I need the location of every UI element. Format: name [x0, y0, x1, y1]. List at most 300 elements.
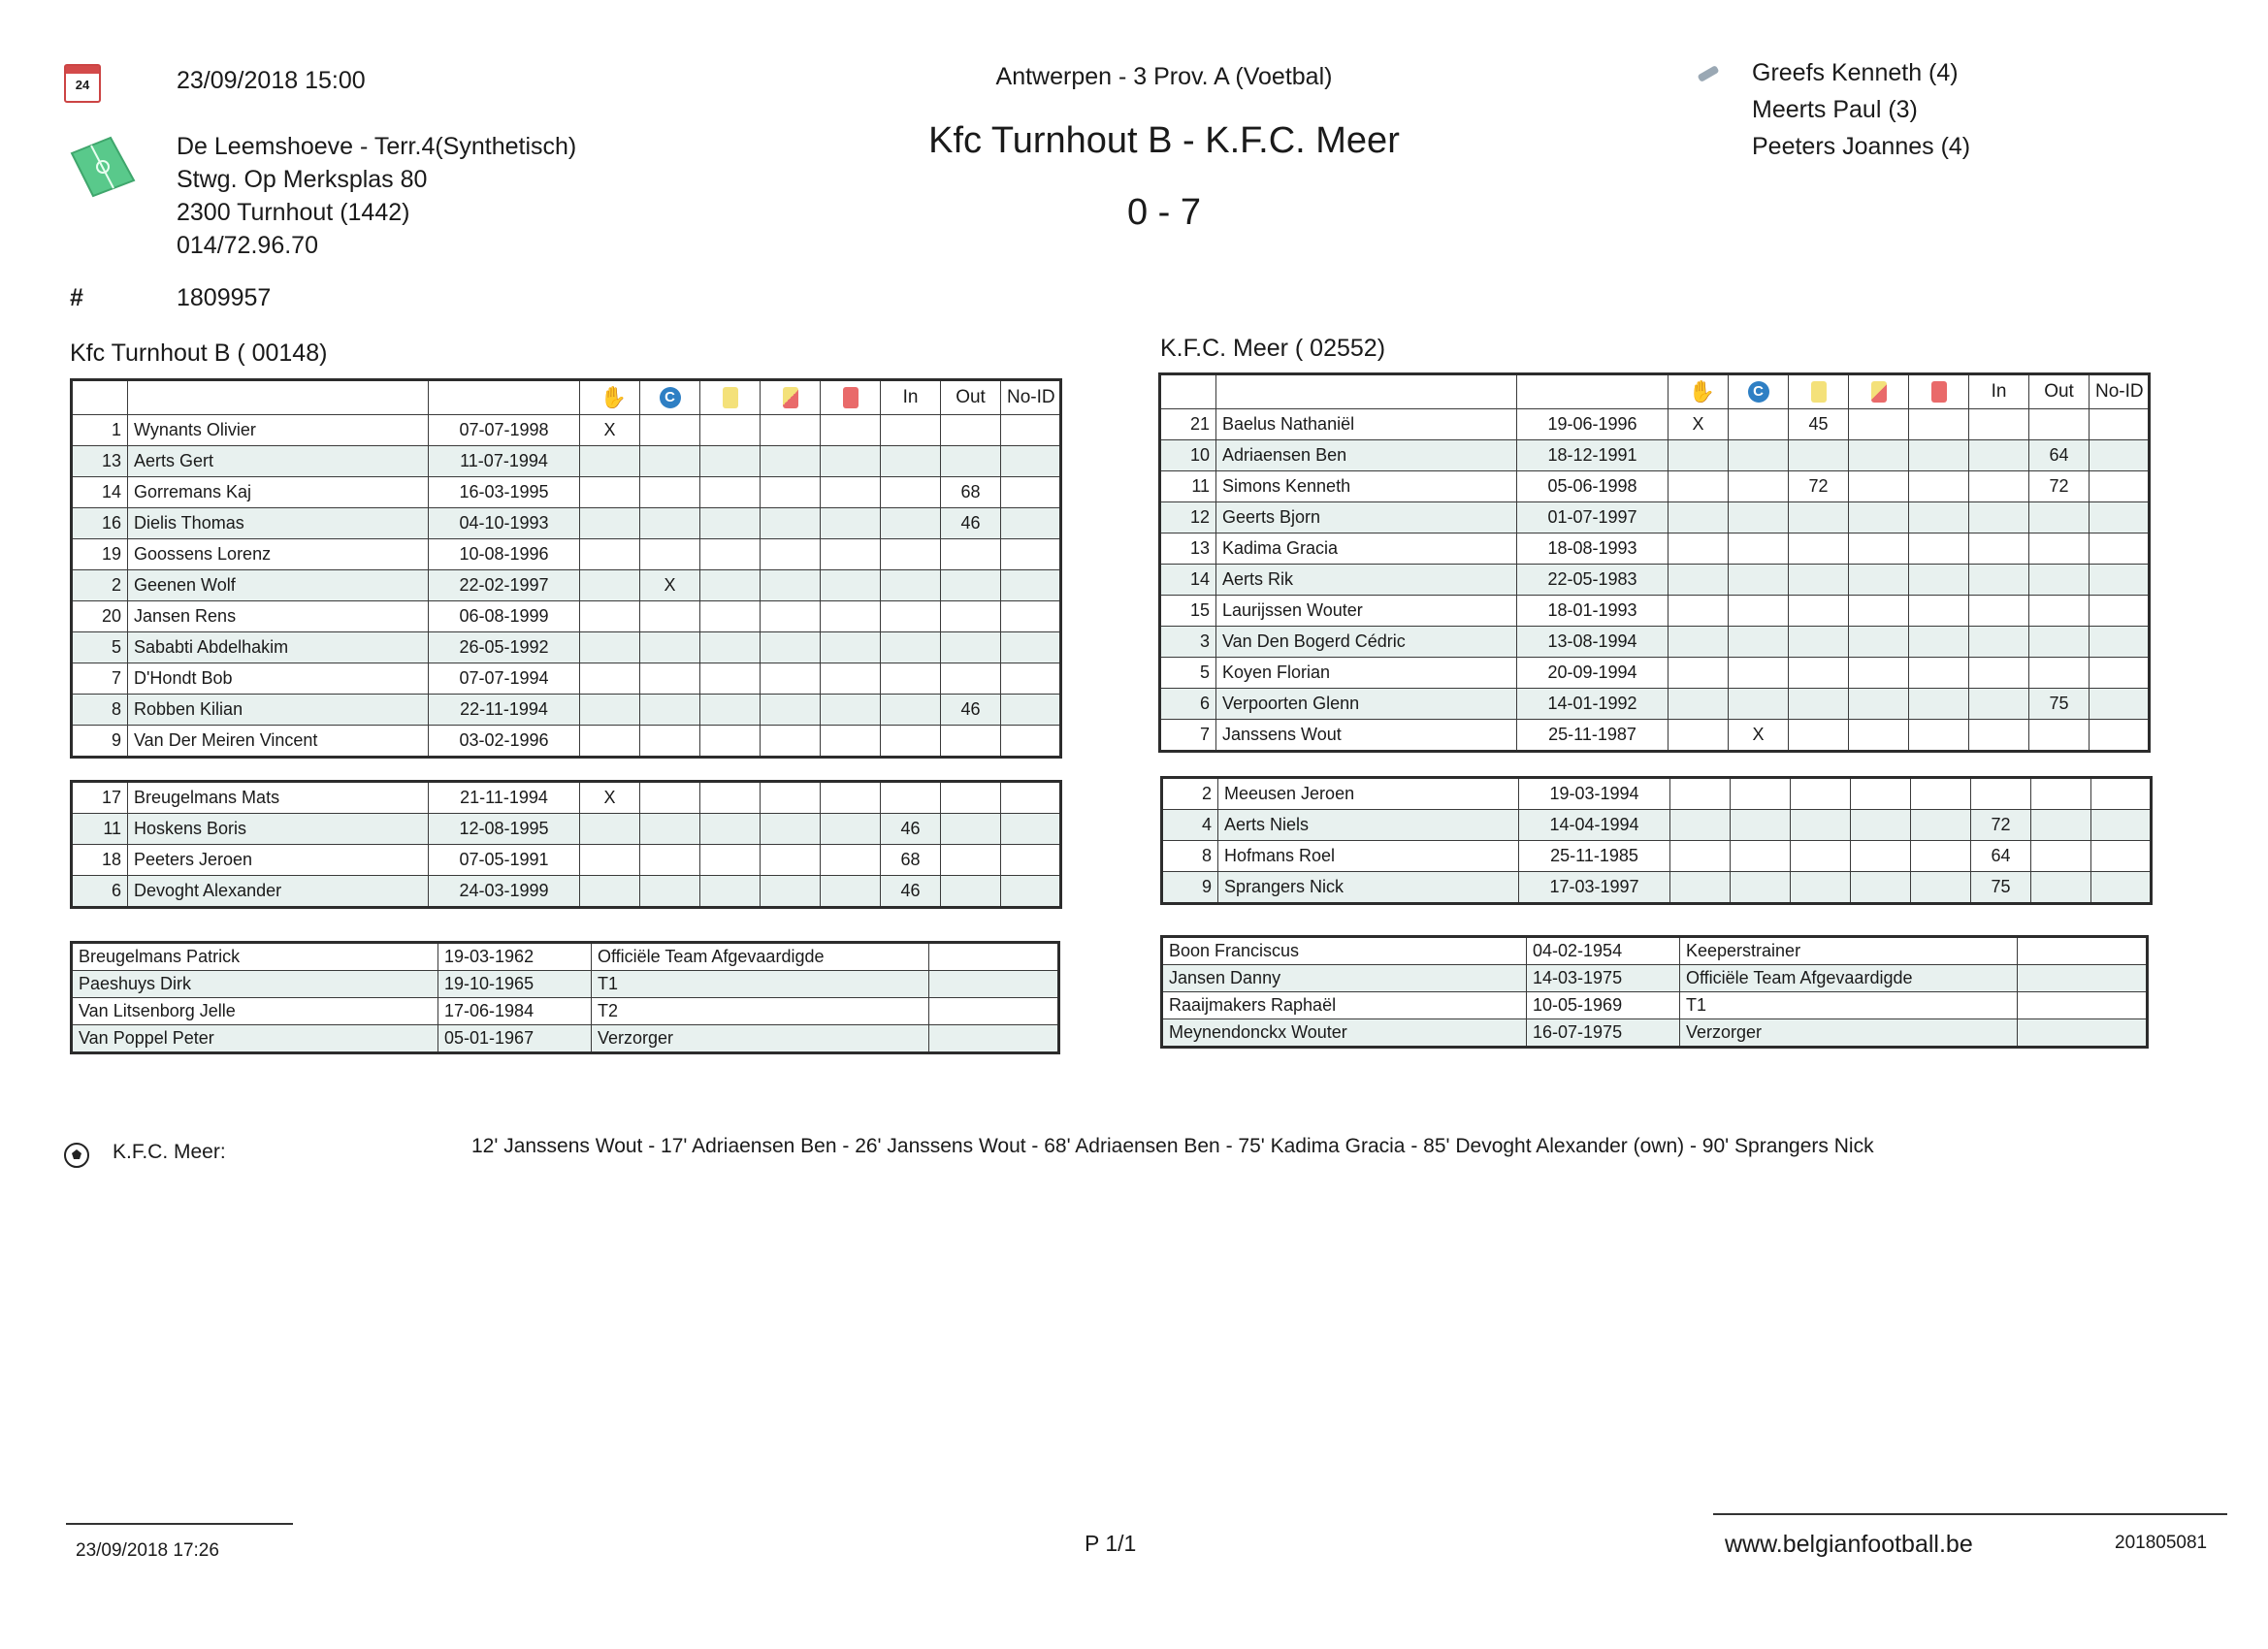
sub-out-minute: [941, 570, 1001, 601]
staff-extra: [929, 971, 1059, 998]
captain-mark: [640, 632, 700, 663]
player-row: [72, 601, 1061, 632]
goalkeeper-mark: [580, 477, 640, 508]
staff-name: Van Litsenborg Jelle: [72, 998, 438, 1025]
yellow-red-card-minute: [1849, 689, 1909, 720]
yellow-red-card-minute: [1851, 872, 1911, 904]
goalkeeper-mark: [1669, 471, 1729, 502]
goalkeeper-mark: [580, 570, 640, 601]
player-name: Hoskens Boris: [128, 814, 429, 845]
player-dob: 22-02-1997: [429, 570, 580, 601]
yellow-red-card-minute: [761, 446, 821, 477]
col-nr: [1160, 374, 1216, 409]
red-card-minute: [821, 663, 881, 695]
sub-out-minute: [941, 782, 1001, 814]
player-row: [72, 695, 1061, 726]
sub-in-minute: 75: [1971, 872, 2031, 904]
col-dob: [1517, 374, 1669, 409]
goalkeeper-mark: [580, 508, 640, 539]
yellow-card-minute: [1791, 841, 1851, 872]
col-gk: [580, 380, 640, 415]
yellow-red-card-minute: [761, 477, 821, 508]
goalkeeper-mark: [1669, 565, 1729, 596]
goalkeeper-gloves-icon: ✋: [599, 384, 627, 409]
player-name: Janssens Wout: [1216, 720, 1517, 752]
sub-out-minute: [2029, 658, 2090, 689]
no-id-mark: [1001, 814, 1061, 845]
yellow-card-minute: [1789, 596, 1849, 627]
sub-in-minute: [881, 726, 941, 758]
sub-in-minute: [881, 446, 941, 477]
player-name: Aerts Rik: [1216, 565, 1517, 596]
player-number: 21: [1160, 409, 1216, 440]
yellow-red-card-minute: [761, 415, 821, 446]
player-row: [72, 845, 1061, 876]
no-id-mark: [2090, 658, 2150, 689]
player-name: Peeters Jeroen: [128, 845, 429, 876]
player-row: [72, 876, 1061, 908]
match-score: 0 - 7: [1126, 192, 1202, 233]
player-number: 11: [1160, 471, 1216, 502]
match-datetime: 23/09/2018 15:00: [177, 67, 366, 94]
player-row: [1160, 502, 2150, 534]
player-name: Robben Kilian: [128, 695, 429, 726]
staff-row: [72, 998, 1059, 1025]
player-number: 17: [72, 782, 128, 814]
player-name: Baelus Nathaniël: [1216, 409, 1517, 440]
staff-dob: 17-06-1984: [438, 998, 592, 1025]
player-dob: 01-07-1997: [1517, 502, 1669, 534]
red-card-minute: [1909, 658, 1969, 689]
col-yellow-red: [761, 380, 821, 415]
sub-in-minute: [881, 570, 941, 601]
sub-in-minute: [881, 601, 941, 632]
player-dob: 14-01-1992: [1517, 689, 1669, 720]
player-dob: 18-12-1991: [1517, 440, 1669, 471]
goalkeeper-mark: [1669, 502, 1729, 534]
no-id-mark: [1001, 663, 1061, 695]
captain-mark: [1729, 534, 1789, 565]
goalkeeper-mark: [1669, 534, 1729, 565]
sub-out-minute: [941, 814, 1001, 845]
player-row: [72, 726, 1061, 758]
sub-out-minute: [2029, 534, 2090, 565]
yellow-red-card-minute: [761, 782, 821, 814]
goalkeeper-mark: [1669, 658, 1729, 689]
no-id-mark: [2090, 471, 2150, 502]
staff-extra: [929, 1025, 1059, 1053]
match-title: Kfc Turnhout B - K.F.C. Meer: [928, 120, 1400, 161]
no-id-mark: [1001, 695, 1061, 726]
player-row: [1160, 409, 2150, 440]
player-row: [72, 632, 1061, 663]
away-staff-table: [1160, 935, 2149, 1049]
sub-out-minute: [2029, 627, 2090, 658]
goalkeeper-mark: [580, 876, 640, 908]
player-name: Aerts Niels: [1218, 810, 1519, 841]
staff-row: [72, 971, 1059, 998]
player-dob: 12-08-1995: [429, 814, 580, 845]
footer-line-left: [66, 1523, 293, 1525]
col-captain: [640, 380, 700, 415]
yellow-card-minute: [700, 695, 761, 726]
staff-extra: [2018, 937, 2148, 965]
sub-in-minute: [1969, 502, 2029, 534]
no-id-mark: [2090, 534, 2150, 565]
no-id-mark: [1001, 601, 1061, 632]
no-id-mark: [2090, 627, 2150, 658]
venue-name: De Leemshoeve - Terr.4(Synthetisch): [177, 133, 577, 160]
col-yellow: [1789, 374, 1849, 409]
competition: Antwerpen - 3 Prov. A (Voetbal): [995, 63, 1333, 90]
sub-out-minute: [2029, 596, 2090, 627]
yellow-card-minute: [700, 477, 761, 508]
yellow-red-card-minute: [761, 726, 821, 758]
player-name: Simons Kenneth: [1216, 471, 1517, 502]
staff-extra: [2018, 965, 2148, 992]
goalkeeper-mark: [580, 446, 640, 477]
captain-mark: [640, 695, 700, 726]
no-id-mark: [1001, 477, 1061, 508]
player-row: [72, 814, 1061, 845]
venue-block: [177, 130, 576, 262]
sub-out-minute: [941, 845, 1001, 876]
player-number: 10: [1160, 440, 1216, 471]
venue-street: Stwg. Op Merksplas 80: [177, 166, 428, 193]
yellow-card-minute: [1789, 502, 1849, 534]
captain-mark: [1729, 440, 1789, 471]
red-card-minute: [1911, 872, 1971, 904]
sub-out-minute: [941, 663, 1001, 695]
sub-out-minute: [941, 876, 1001, 908]
staff-role: Officiële Team Afgevaardigde: [1680, 965, 2018, 992]
player-row: [1160, 658, 2150, 689]
col-yellow: [700, 380, 761, 415]
col-gk: [1669, 374, 1729, 409]
player-row: [1160, 720, 2150, 752]
red-card-icon: [1931, 381, 1947, 403]
player-dob: 21-11-1994: [429, 782, 580, 814]
player-number: 13: [72, 446, 128, 477]
col-red: [1909, 374, 1969, 409]
yellow-card-minute: [700, 508, 761, 539]
sub-in-minute: [1969, 658, 2029, 689]
yellow-red-card-minute: [761, 508, 821, 539]
yellow-red-card-minute: [761, 876, 821, 908]
player-name: Laurijssen Wouter: [1216, 596, 1517, 627]
goalkeeper-mark: X: [580, 782, 640, 814]
yellow-red-card-minute: [1849, 534, 1909, 565]
captain-mark: [640, 446, 700, 477]
captain-mark: [1729, 502, 1789, 534]
player-number: 18: [72, 845, 128, 876]
col-name: [1216, 374, 1517, 409]
player-dob: 22-11-1994: [429, 695, 580, 726]
player-number: 9: [1162, 872, 1218, 904]
no-id-mark: [1001, 876, 1061, 908]
staff-name: Jansen Danny: [1162, 965, 1527, 992]
captain-mark: X: [1729, 720, 1789, 752]
captain-mark: [640, 663, 700, 695]
yellow-card-minute: [700, 845, 761, 876]
yellow-red-card-minute: [1849, 627, 1909, 658]
player-number: 2: [1162, 778, 1218, 810]
player-dob: 17-03-1997: [1519, 872, 1670, 904]
player-name: Meeusen Jeroen: [1218, 778, 1519, 810]
player-row: [1162, 841, 2152, 872]
staff-dob: 14-03-1975: [1527, 965, 1680, 992]
red-card-minute: [821, 876, 881, 908]
red-card-minute: [821, 477, 881, 508]
captain-mark: [1729, 689, 1789, 720]
red-card-minute: [821, 814, 881, 845]
sub-out-minute: [941, 415, 1001, 446]
yellow-red-card-minute: [1849, 565, 1909, 596]
yellow-card-minute: [700, 782, 761, 814]
footer-website[interactable]: www.belgianfootball.be: [1725, 1531, 1973, 1558]
player-name: Wynants Olivier: [128, 415, 429, 446]
no-id-mark: [1001, 539, 1061, 570]
staff-name: Breugelmans Patrick: [72, 943, 438, 971]
sub-out-minute: [2029, 720, 2090, 752]
staff-role: Verzorger: [592, 1025, 929, 1053]
no-id-mark: [2090, 409, 2150, 440]
red-card-minute: [1909, 440, 1969, 471]
away-starters-table: [1158, 372, 2151, 753]
sub-out-minute: [941, 539, 1001, 570]
sub-out-minute: [941, 632, 1001, 663]
staff-extra: [929, 943, 1059, 971]
captain-mark: [640, 876, 700, 908]
sub-in-minute: [1969, 440, 2029, 471]
yellow-red-card-minute: [761, 570, 821, 601]
red-card-minute: [1909, 534, 1969, 565]
player-row: [1160, 627, 2150, 658]
yellow-card-minute: [700, 570, 761, 601]
no-id-mark: [2090, 440, 2150, 471]
footer-printed: 23/09/2018 17:26: [76, 1540, 219, 1561]
red-card-minute: [821, 782, 881, 814]
red-card-minute: [821, 508, 881, 539]
yellow-card-icon: [723, 387, 738, 408]
captain-mark: [640, 477, 700, 508]
captain-mark: [640, 539, 700, 570]
yellow-card-minute: [1789, 440, 1849, 471]
yellow-card-minute: [700, 539, 761, 570]
staff-extra: [2018, 1019, 2148, 1048]
no-id-mark: [2091, 778, 2152, 810]
referee-list: [1752, 54, 1970, 165]
captain-mark: [640, 601, 700, 632]
yellow-red-card-minute: [761, 695, 821, 726]
staff-dob: 19-10-1965: [438, 971, 592, 998]
player-dob: 11-07-1994: [429, 446, 580, 477]
yellow-card-minute: [1789, 627, 1849, 658]
whistle-icon: [1694, 60, 1725, 83]
footer-line-right: [1713, 1513, 2227, 1515]
no-id-mark: [1001, 845, 1061, 876]
staff-role: Keeperstrainer: [1680, 937, 2018, 965]
player-row: [72, 508, 1061, 539]
goalkeeper-mark: [580, 539, 640, 570]
player-dob: 24-03-1999: [429, 876, 580, 908]
staff-dob: 16-07-1975: [1527, 1019, 1680, 1048]
yellow-red-card-minute: [1849, 471, 1909, 502]
staff-role: T1: [592, 971, 929, 998]
player-number: 2: [72, 570, 128, 601]
home-staff-table: [70, 941, 1060, 1054]
red-card-minute: [1909, 409, 1969, 440]
red-card-minute: [1911, 841, 1971, 872]
red-card-minute: [821, 845, 881, 876]
staff-dob: 10-05-1969: [1527, 992, 1680, 1019]
staff-row: [1162, 992, 2148, 1019]
col-name: [128, 380, 429, 415]
player-name: Adriaensen Ben: [1216, 440, 1517, 471]
no-id-mark: [1001, 726, 1061, 758]
player-number: 6: [1160, 689, 1216, 720]
player-number: 15: [1160, 596, 1216, 627]
match-id: 1809957: [177, 284, 272, 311]
captain-mark: [1731, 810, 1791, 841]
sub-out-minute: [2029, 502, 2090, 534]
player-dob: 13-08-1994: [1517, 627, 1669, 658]
player-number: 14: [72, 477, 128, 508]
no-id-mark: [2091, 810, 2152, 841]
player-dob: 16-03-1995: [429, 477, 580, 508]
col-noid: No-ID: [1001, 380, 1061, 415]
staff-role: T2: [592, 998, 929, 1025]
yellow-red-card-minute: [1849, 409, 1909, 440]
player-number: 9: [72, 726, 128, 758]
footer-page: P 1/1: [1085, 1531, 1137, 1556]
sub-in-minute: [1969, 596, 2029, 627]
no-id-mark: [1001, 570, 1061, 601]
captain-mark: [640, 726, 700, 758]
sub-in-minute: 64: [1971, 841, 2031, 872]
sub-in-minute: [1969, 689, 2029, 720]
goalkeeper-mark: [1669, 720, 1729, 752]
goalkeeper-mark: [580, 695, 640, 726]
col-out: Out: [2029, 374, 2090, 409]
staff-name: Raaijmakers Raphaël: [1162, 992, 1527, 1019]
player-dob: 20-09-1994: [1517, 658, 1669, 689]
captain-mark: [1729, 409, 1789, 440]
sub-in-minute: [881, 663, 941, 695]
yellow-red-card-minute: [1849, 502, 1909, 534]
yellow-red-card-minute: [1849, 658, 1909, 689]
player-row: [1160, 440, 2150, 471]
goalkeeper-mark: [580, 632, 640, 663]
player-dob: 06-08-1999: [429, 601, 580, 632]
player-dob: 14-04-1994: [1519, 810, 1670, 841]
col-nr: [72, 380, 128, 415]
sub-in-minute: [881, 782, 941, 814]
player-dob: 05-06-1998: [1517, 471, 1669, 502]
player-row: [72, 570, 1061, 601]
sub-out-minute: [2031, 872, 2091, 904]
player-dob: 07-05-1991: [429, 845, 580, 876]
captain-mark: [1731, 778, 1791, 810]
no-id-mark: [2090, 596, 2150, 627]
player-number: 7: [72, 663, 128, 695]
yellow-card-minute: [700, 876, 761, 908]
yellow-card-minute: [700, 446, 761, 477]
goalkeeper-mark: [1670, 810, 1731, 841]
staff-row: [72, 943, 1059, 971]
sub-out-minute: [2029, 409, 2090, 440]
red-card-minute: [821, 695, 881, 726]
yellow-red-card-minute: [1849, 440, 1909, 471]
yellow-red-card-minute: [1851, 841, 1911, 872]
goalkeeper-mark: [1669, 689, 1729, 720]
yellow-card-minute: [1791, 778, 1851, 810]
referee-3: Peeters Joannes (4): [1752, 133, 1971, 160]
captain-mark: [640, 782, 700, 814]
player-row: [1160, 565, 2150, 596]
ball-icon: [62, 1141, 91, 1170]
goalkeeper-mark: [580, 726, 640, 758]
sub-in-minute: 72: [1971, 810, 2031, 841]
sub-out-minute: [2031, 841, 2091, 872]
yellow-red-card-minute: [1849, 720, 1909, 752]
no-id-mark: [2090, 502, 2150, 534]
sub-out-minute: 72: [2029, 471, 2090, 502]
no-id-mark: [2091, 872, 2152, 904]
sub-in-minute: [1969, 720, 2029, 752]
goalkeeper-mark: [1670, 841, 1731, 872]
yellow-card-minute: [1789, 720, 1849, 752]
yellow-card-minute: 45: [1789, 409, 1849, 440]
calendar-icon: [64, 64, 101, 103]
player-name: Koyen Florian: [1216, 658, 1517, 689]
sub-out-minute: 75: [2029, 689, 2090, 720]
player-number: 8: [1162, 841, 1218, 872]
sub-in-minute: [1969, 471, 2029, 502]
red-card-minute: [1909, 689, 1969, 720]
staff-name: Meynendonckx Wouter: [1162, 1019, 1527, 1048]
player-number: 14: [1160, 565, 1216, 596]
red-card-minute: [821, 415, 881, 446]
sub-in-minute: [881, 508, 941, 539]
sub-in-minute: [881, 415, 941, 446]
player-name: Geenen Wolf: [128, 570, 429, 601]
captain-mark: X: [640, 570, 700, 601]
player-row: [72, 539, 1061, 570]
player-dob: 22-05-1983: [1517, 565, 1669, 596]
staff-role: T1: [1680, 992, 2018, 1019]
player-number: 7: [1160, 720, 1216, 752]
no-id-mark: [2091, 841, 2152, 872]
player-dob: 18-01-1993: [1517, 596, 1669, 627]
player-number: 16: [72, 508, 128, 539]
player-row: [72, 477, 1061, 508]
sub-in-minute: [881, 477, 941, 508]
sub-in-minute: [881, 695, 941, 726]
red-card-minute: [1909, 627, 1969, 658]
red-card-minute: [821, 446, 881, 477]
col-captain: [1729, 374, 1789, 409]
col-yellow-red: [1849, 374, 1909, 409]
goalkeeper-mark: [1669, 440, 1729, 471]
player-dob: 03-02-1996: [429, 726, 580, 758]
yellow-red-card-minute: [761, 601, 821, 632]
player-number: 4: [1162, 810, 1218, 841]
referee-2: Meerts Paul (3): [1752, 96, 1918, 123]
sub-out-minute: 46: [941, 695, 1001, 726]
home-team-title: Kfc Turnhout B ( 00148): [70, 340, 328, 367]
player-dob: 07-07-1994: [429, 663, 580, 695]
